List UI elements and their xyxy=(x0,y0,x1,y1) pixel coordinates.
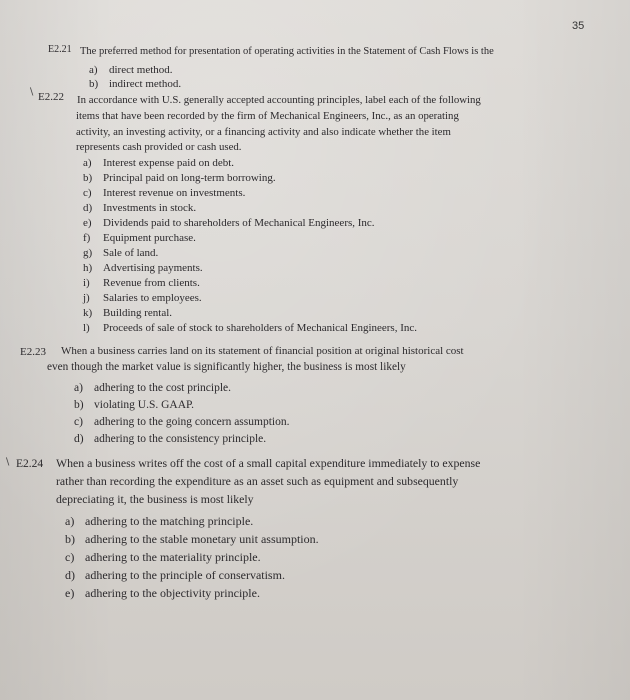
option-a xyxy=(83,157,234,169)
option-text: Sale of land. xyxy=(103,247,159,259)
option-letter: b) xyxy=(89,78,99,90)
exercise-question-line: depreciating it, the business is most likely xyxy=(56,492,254,506)
option-text: Investments in stock. xyxy=(103,202,197,214)
option-letter: i) xyxy=(83,277,90,289)
option-letter: d) xyxy=(83,202,93,214)
option-text: Dividends paid to shareholders of Mechanical Engineers, Inc. xyxy=(103,217,375,229)
option-letter: j) xyxy=(83,292,90,304)
option-j xyxy=(83,292,202,304)
option-text: adhering to the cost principle. xyxy=(94,382,232,394)
option-text: violating U.S. GAAP. xyxy=(94,399,194,411)
exercise-question-line: activity, an investing activity, or a financing activity and also indicate whether the item xyxy=(76,126,451,138)
option-h xyxy=(83,262,203,274)
option-text: adhering to the consistency principle. xyxy=(94,433,267,445)
option-b xyxy=(65,532,319,547)
option-letter: k) xyxy=(83,307,93,319)
exercise-id: E2.24 xyxy=(16,458,44,470)
option-text: indirect method. xyxy=(109,78,182,90)
option-b xyxy=(83,172,276,184)
option-text: adhering to the stable monetary unit assumption. xyxy=(85,532,319,546)
check-mark-icon: ∖ xyxy=(4,457,11,468)
option-text: Proceeds of sale of stock to shareholders of Mechanical Engineers, Inc. xyxy=(103,322,417,334)
option-g xyxy=(83,247,158,259)
option-text: Revenue from clients. xyxy=(103,277,200,289)
option-e xyxy=(65,586,260,601)
option-text: Equipment purchase. xyxy=(103,232,196,244)
exercise-question-line: When a business carries land on its statement of financial position at original historical cost xyxy=(61,345,464,357)
option-text: Advertising payments. xyxy=(103,262,203,274)
option-d xyxy=(74,433,266,445)
option-letter: a) xyxy=(89,64,98,76)
option-letter: d) xyxy=(74,433,84,445)
exercise-question-line: In accordance with U.S. generally accepted accounting principles, label each of the following xyxy=(77,94,481,106)
option-letter: g) xyxy=(83,247,93,259)
check-mark-icon: ∖ xyxy=(28,87,35,98)
option-letter: e) xyxy=(65,586,75,600)
option-text: adhering to the principle of conservatism. xyxy=(85,568,285,582)
option-a xyxy=(74,382,231,394)
option-text: adhering to the matching principle. xyxy=(85,514,254,528)
option-text: Interest expense paid on debt. xyxy=(103,157,235,169)
option-letter: a) xyxy=(83,157,92,169)
option-text: Building rental. xyxy=(103,307,173,319)
page-number: 35 xyxy=(572,20,585,32)
option-letter: a) xyxy=(65,514,75,528)
option-letter: b) xyxy=(83,172,93,184)
option-c xyxy=(65,550,261,565)
option-d xyxy=(83,202,196,214)
exercise-id: E2.23 xyxy=(20,346,46,358)
exercise-id: E2.21 xyxy=(48,44,72,55)
exercise-id: E2.22 xyxy=(38,91,64,103)
option-letter: b) xyxy=(74,399,84,411)
option-letter: a) xyxy=(74,382,83,394)
option-letter: f) xyxy=(83,232,91,244)
exercise-question-line: even though the market value is significantly higher, the business is most likely xyxy=(47,361,406,373)
option-text: direct method. xyxy=(109,64,173,76)
option-letter: b) xyxy=(65,532,75,546)
option-text: Principal paid on long-term borrowing. xyxy=(103,172,276,184)
option-e xyxy=(83,217,375,229)
option-text: adhering to the going concern assumption. xyxy=(94,416,290,428)
option-text: adhering to the materiality principle. xyxy=(85,550,261,564)
option-c xyxy=(74,416,289,428)
option-k xyxy=(83,307,172,319)
exercise-question-line: rather than recording the expenditure as an asset such as equipment and subsequently xyxy=(56,474,459,488)
option-letter: c) xyxy=(74,416,83,428)
exercise-question-line: represents cash provided or cash used. xyxy=(76,141,242,153)
exercise-question-line: items that have been recorded by the firm of Mechanical Engineers, Inc., as an operating xyxy=(76,110,459,122)
option-c xyxy=(83,187,245,199)
option-b xyxy=(74,399,194,411)
option-l xyxy=(83,322,417,334)
option-letter: l) xyxy=(83,322,90,334)
option-letter: e) xyxy=(83,217,92,229)
option-f xyxy=(83,232,196,244)
option-letter: h) xyxy=(83,262,93,274)
exercise-question-line: The preferred method for presentation of operating activities in the Statement of Cash Flows is the xyxy=(80,46,494,57)
exercise-question-line: When a business writes off the cost of a small capital expenditure immediately to expense xyxy=(56,456,481,470)
option-text: Interest revenue on investments. xyxy=(103,187,246,199)
option-letter: c) xyxy=(65,550,75,564)
option-b xyxy=(89,78,181,90)
option-letter: c) xyxy=(83,187,92,199)
option-text: adhering to the objectivity principle. xyxy=(85,586,260,600)
option-d xyxy=(65,568,285,583)
option-text: Salaries to employees. xyxy=(103,292,202,304)
option-letter: d) xyxy=(65,568,75,582)
option-a xyxy=(65,514,253,529)
option-a xyxy=(89,64,173,76)
option-i xyxy=(83,277,200,289)
